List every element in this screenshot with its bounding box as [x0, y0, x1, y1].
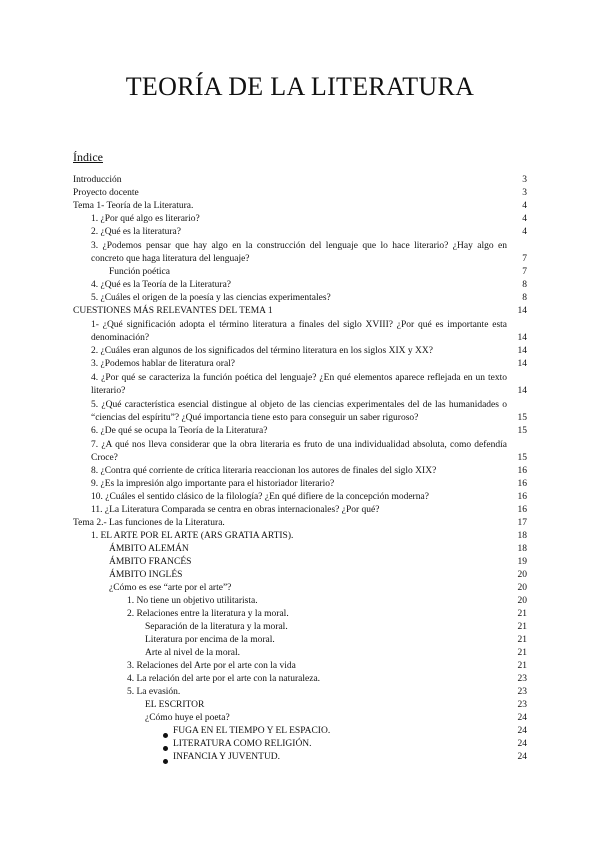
toc-entry-page: 24 [517, 713, 527, 723]
toc-entry-page: 16 [517, 479, 527, 489]
toc-entry[interactable] [73, 673, 527, 686]
toc-entry-page: 4 [522, 201, 527, 211]
toc-entry-page: 3 [522, 175, 527, 185]
toc-entry[interactable] [73, 187, 527, 200]
toc-entry-text: ÁMBITO FRANCÉS [109, 557, 192, 567]
toc-entry-text: INFANCIA Y JUVENTUD. [173, 752, 281, 762]
toc-entry-page: 15 [517, 426, 527, 436]
toc-entry-page: 23 [517, 687, 527, 697]
toc-entry-page: 14 [517, 346, 527, 356]
document-title: TEORÍA DE LA LITERATURA [125, 72, 475, 101]
toc-entry-page: 19 [517, 557, 527, 567]
toc-entry-text: 3. ¿Podemos hablar de literatura oral? [91, 359, 236, 369]
toc-entry[interactable] [73, 425, 527, 438]
toc-entry[interactable] [73, 686, 527, 699]
toc-entry[interactable] [73, 517, 527, 530]
table-of-contents [73, 174, 527, 764]
toc-entry[interactable] [73, 608, 527, 621]
bullet-icon [163, 759, 168, 764]
toc-entry-page: 7 [522, 254, 527, 264]
toc-entry[interactable] [73, 465, 527, 478]
toc-entry-text: Separación de la literatura y la moral. [145, 622, 288, 632]
toc-entry[interactable] [73, 699, 527, 712]
toc-entry-page: 21 [517, 661, 527, 671]
toc-entry-text: ¿Cómo huye el poeta? [145, 713, 230, 723]
toc-entry-text: ÁMBITO INGLÉS [109, 570, 183, 580]
toc-entry[interactable] [73, 319, 527, 345]
toc-entry-text: CUESTIONES MÁS RELEVANTES DEL TEMA 1 [73, 306, 273, 316]
toc-entry[interactable] [73, 660, 527, 673]
toc-entry[interactable] [73, 292, 527, 305]
toc-entry[interactable] [73, 543, 527, 556]
toc-entry[interactable] [73, 530, 527, 543]
toc-entry[interactable] [73, 213, 527, 226]
toc-entry-text: 4. ¿Por qué se caracteriza la función poética del lenguaje? ¿En qué elementos aparece reflejada en un texto literario? [91, 373, 507, 396]
toc-entry-text: 1. No tiene un objetivo utilitarista. [127, 596, 258, 606]
toc-entry-page: 16 [517, 505, 527, 515]
toc-entry-text: 10. ¿Cuáles el sentido clásico de la filología? ¿En qué difiere de la concepción moderna? [91, 492, 429, 502]
toc-entry-page: 18 [517, 531, 527, 541]
toc-entry-page: 17 [517, 518, 527, 528]
toc-entry-text: Arte al nivel de la moral. [145, 648, 240, 658]
toc-entry-page: 21 [517, 609, 527, 619]
toc-entry-page: 20 [517, 583, 527, 593]
toc-entry-page: 7 [522, 267, 527, 277]
toc-entry[interactable] [73, 491, 527, 504]
toc-entry-text: 6. ¿De qué se ocupa la Teoría de la Literatura? [91, 426, 268, 436]
toc-entry-text: Función poética [109, 267, 170, 277]
toc-entry-text: 2. Relaciones entre la literatura y la moral. [127, 609, 289, 619]
toc-entry[interactable] [73, 305, 527, 318]
toc-entry-text: 1. ¿Por qué algo es literario? [91, 214, 200, 224]
toc-entry-page: 15 [517, 453, 527, 463]
toc-entry-text: 9. ¿Es la impresión algo importante para el historiador literario? [91, 479, 335, 489]
toc-entry[interactable] [73, 504, 527, 517]
toc-entry[interactable] [73, 634, 527, 647]
toc-entry-text: Introducción [73, 175, 122, 185]
toc-entry[interactable] [73, 712, 527, 725]
toc-entry[interactable] [73, 279, 527, 292]
toc-entry-page: 18 [517, 544, 527, 554]
toc-entry-text: Proyecto docente [73, 188, 139, 198]
toc-entry-text: 5. ¿Qué característica esencial distingue al objeto de las ciencias experimentales del de las humanidades o “ciencias del espíritu”? ¿Qué importancia tiene esto para conseguir un saber riguroso? [91, 400, 507, 423]
toc-entry-page: 4 [522, 214, 527, 224]
toc-entry[interactable] [73, 478, 527, 491]
toc-entry-text: Literatura por encima de la moral. [145, 635, 275, 645]
toc-entry[interactable] [73, 556, 527, 569]
toc-entry-page: 8 [522, 293, 527, 303]
toc-entry-page: 4 [522, 227, 527, 237]
bullet-icon [163, 746, 168, 751]
toc-entry[interactable] [73, 725, 527, 738]
toc-entry-page: 21 [517, 635, 527, 645]
toc-entry[interactable] [73, 358, 527, 371]
toc-entry[interactable] [73, 240, 527, 266]
toc-entry-page: 23 [517, 674, 527, 684]
toc-entry-page: 24 [517, 739, 527, 749]
toc-entry-page: 8 [522, 280, 527, 290]
toc-entry[interactable] [73, 345, 527, 358]
toc-entry[interactable] [73, 372, 527, 398]
toc-entry[interactable] [73, 399, 527, 425]
toc-entry[interactable] [73, 647, 527, 660]
toc-entry-text: 7. ¿A qué nos lleva considerar que la obra literaria es fruto de una individualidad absoluta, como defendía Croce? [91, 440, 507, 463]
toc-entry-text: 3. ¿Podemos pensar que hay algo en la construcción del lenguaje que lo hace literario? ¿Hay algo en concreto que haga literatura del lenguaje? [91, 241, 507, 264]
toc-entry-text: LITERATURA COMO RELIGIÓN. [173, 739, 312, 749]
toc-entry-page: 14 [517, 306, 527, 316]
toc-entry-page: 21 [517, 648, 527, 658]
toc-entry[interactable] [73, 621, 527, 634]
toc-entry[interactable] [73, 266, 527, 279]
toc-entry-page: 20 [517, 596, 527, 606]
toc-entry-text: 5. La evasión. [127, 687, 181, 697]
toc-entry-text: Tema 1- Teoría de la Literatura. [73, 201, 194, 211]
toc-entry-text: EL ESCRITOR [145, 700, 205, 710]
toc-entry[interactable] [73, 439, 527, 465]
toc-entry-page: 23 [517, 700, 527, 710]
toc-entry-text: 2. ¿Qué es la literatura? [91, 227, 181, 237]
toc-entry-text: ÁMBITO ALEMÁN [109, 544, 189, 554]
toc-entry-page: 14 [517, 386, 527, 396]
toc-entry-page: 3 [522, 188, 527, 198]
toc-entry-text: 1- ¿Qué significación adopta el término literatura a finales del siglo XVIII? ¿Por qué es importante esta denominación? [91, 320, 507, 343]
toc-entry[interactable] [73, 569, 527, 582]
toc-entry-text: ¿Cómo es ese “arte por el arte”? [109, 583, 232, 593]
toc-entry[interactable] [73, 200, 527, 213]
toc-entry-page: 14 [517, 333, 527, 343]
toc-entry-text: 4. La relación del arte por el arte con la naturaleza. [127, 674, 321, 684]
toc-entry[interactable] [73, 738, 527, 751]
toc-entry-page: 24 [517, 752, 527, 762]
toc-entry-page: 20 [517, 570, 527, 580]
toc-entry[interactable] [73, 174, 527, 187]
toc-entry-page: 24 [517, 726, 527, 736]
toc-entry-page: 16 [517, 466, 527, 476]
toc-entry-text: Tema 2.- Las funciones de la Literatura. [73, 518, 225, 528]
toc-entry-text: 3. Relaciones del Arte por el arte con la vida [127, 661, 296, 671]
toc-entry-text: 5. ¿Cuáles el origen de la poesía y las ciencias experimentales? [91, 293, 331, 303]
toc-entry-text: 4. ¿Qué es la Teoría de la Literatura? [91, 280, 232, 290]
toc-entry[interactable] [73, 226, 527, 239]
toc-entry-page: 14 [517, 359, 527, 369]
toc-entry-page: 21 [517, 622, 527, 632]
toc-entry[interactable] [73, 582, 527, 595]
toc-entry-page: 15 [517, 413, 527, 423]
toc-entry-text: 11. ¿La Literatura Comparada se centra en obras internacionales? ¿Por qué? [91, 505, 380, 515]
toc-entry-text: 1. EL ARTE POR EL ARTE (ARS GRATIA ARTIS). [91, 531, 294, 541]
toc-entry-page: 16 [517, 492, 527, 502]
toc-entry[interactable] [73, 751, 527, 764]
toc-entry-text: 2. ¿Cuáles eran algunos de los significados del término literatura en los siglos XIX y XX? [91, 346, 433, 356]
toc-entry-text: 8. ¿Contra qué corriente de crítica literaria reaccionan los autores de finales del siglo XIX? [91, 466, 437, 476]
toc-entry[interactable] [73, 595, 527, 608]
bullet-icon [163, 733, 168, 738]
index-heading: Índice [73, 150, 103, 164]
toc-entry-text: FUGA EN EL TIEMPO Y EL ESPACIO. [173, 726, 331, 736]
